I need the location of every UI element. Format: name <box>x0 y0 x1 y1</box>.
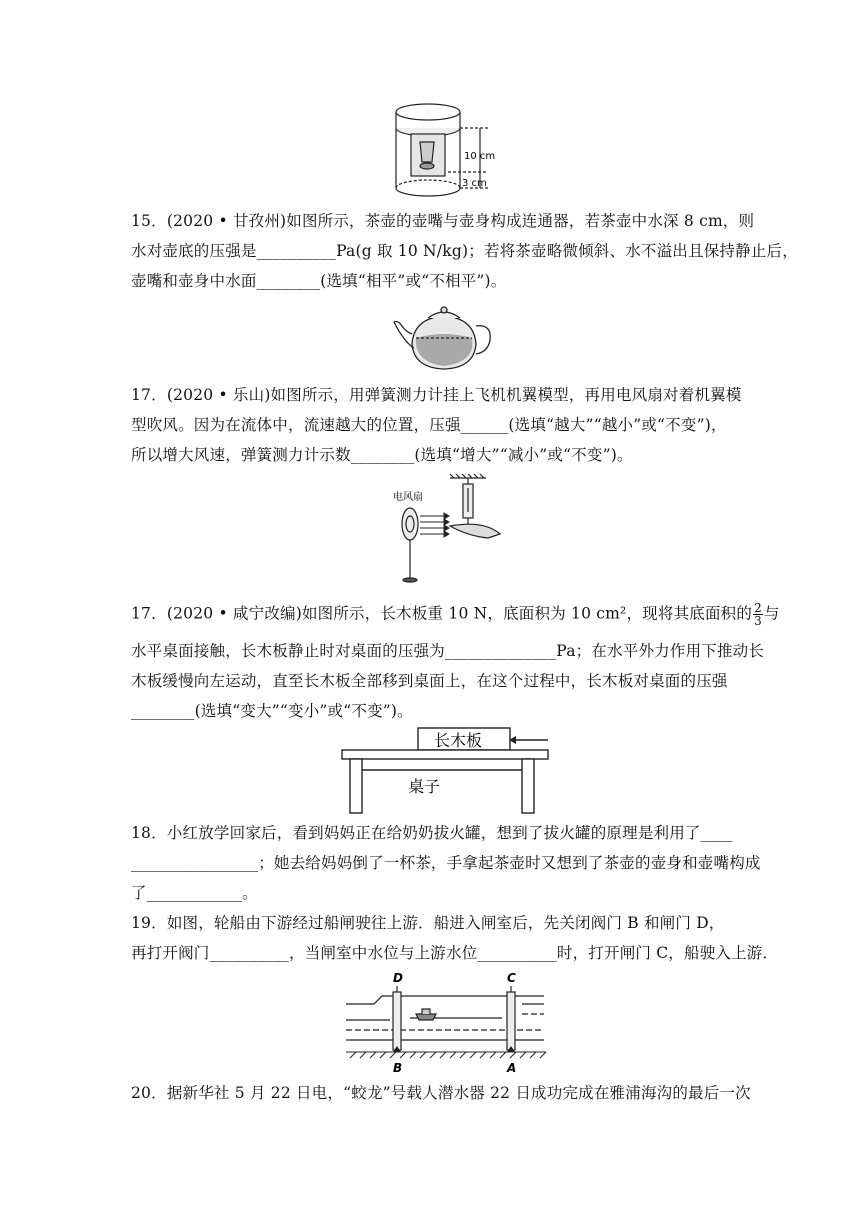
depth-label: 10 cm <box>464 151 496 162</box>
q15-line3: 壶嘴和壶身中水面________(选填“相平”或“不相平”)。 <box>131 272 507 290</box>
lock-label-a: A <box>507 1061 517 1075</box>
fan-label: 电风扇 <box>393 492 423 503</box>
cylinder-figure <box>388 100 508 202</box>
lock-label-c: C <box>507 971 516 985</box>
fraction-numerator: 2 <box>754 601 762 615</box>
bottom-depth-label: 3 cm <box>462 178 487 189</box>
q17b-line1 <box>131 602 780 627</box>
q18-line3: 了____________。 <box>131 884 258 902</box>
q17b-line1-end: 与 <box>763 604 780 623</box>
q19-line2: 再打开阀门__________，当闸室中水位与上游水位__________时，打开闸门 C，船驶入上游． <box>131 944 779 962</box>
fraction-denominator: 3 <box>754 614 762 628</box>
q17b-line3: 木板缓慢向左运动，直至长木板全部移到桌面上，在这个过程中，长木板对桌面的压强 <box>131 672 728 690</box>
q15-line1: 15．(2020 • 甘孜州)如图所示，茶壶的壶嘴与壶身构成连通器，若茶壶中水深 8 cm，则 <box>131 212 755 230</box>
q20-line1: 20．据新华社 5 月 22 日电，“蛟龙”号载人潜水器 22 日成功完成在雅浦海沟的最后一次 <box>131 1084 751 1102</box>
q17a-line2: 型吹风。因为在流体中，流速越大的位置，压强______(选填“越大”“越小”或“不变”)， <box>131 416 727 434</box>
q17b-line1-text: 17．(2020 • 咸宁改编)如图所示，长木板重 10 N，底面积为 10 cm²，现将其底面积的 <box>131 604 753 623</box>
teapot-figure <box>392 304 497 372</box>
q17a-line1: 17．(2020 • 乐山)如图所示，用弹簧测力计挂上飞机机翼模型，再用电风扇对着机翼模 <box>131 386 742 404</box>
q18-line1: 18．小红放学回家后，看到妈妈正在给奶奶拔火罐，想到了拔火罐的原理是利用了____ <box>131 824 733 842</box>
two-thirds-fraction <box>753 602 763 627</box>
ship-lock-figure <box>344 968 548 1078</box>
lock-label-d: D <box>393 971 403 985</box>
table-label: 桌子 <box>408 777 441 796</box>
fan-wing-figure <box>388 472 524 588</box>
board-label: 长木板 <box>434 731 483 750</box>
q18-line2: ________________；她去给妈妈倒了一杯茶，手拿起茶壶时又想到了茶壶的壶身和壶嘴构成 <box>131 854 761 872</box>
q15-line2: 水对壶底的压强是__________Pa(g 取 10 N/kg)；若将茶壶略微倾斜、水不溢出且保持静止后， <box>131 242 798 260</box>
q17b-line4: ________(选填“变大”“变小”或“不变”)。 <box>131 702 413 720</box>
lock-label-b: B <box>393 1061 403 1075</box>
table-board-figure <box>338 724 550 816</box>
q17a-line3: 所以增大风速，弹簧测力计示数________(选填“增大”“减小”或“不变”)。 <box>131 446 633 464</box>
q19-line1: 19．如图，轮船由下游经过船闸驶往上游．船进入闸室后，先关闭阀门 B 和闸门 D， <box>131 914 725 932</box>
q17b-line2: 水平桌面接触，长木板静止时对桌面的压强为______________Pa；在水平外力作用下推动长 <box>131 642 765 660</box>
